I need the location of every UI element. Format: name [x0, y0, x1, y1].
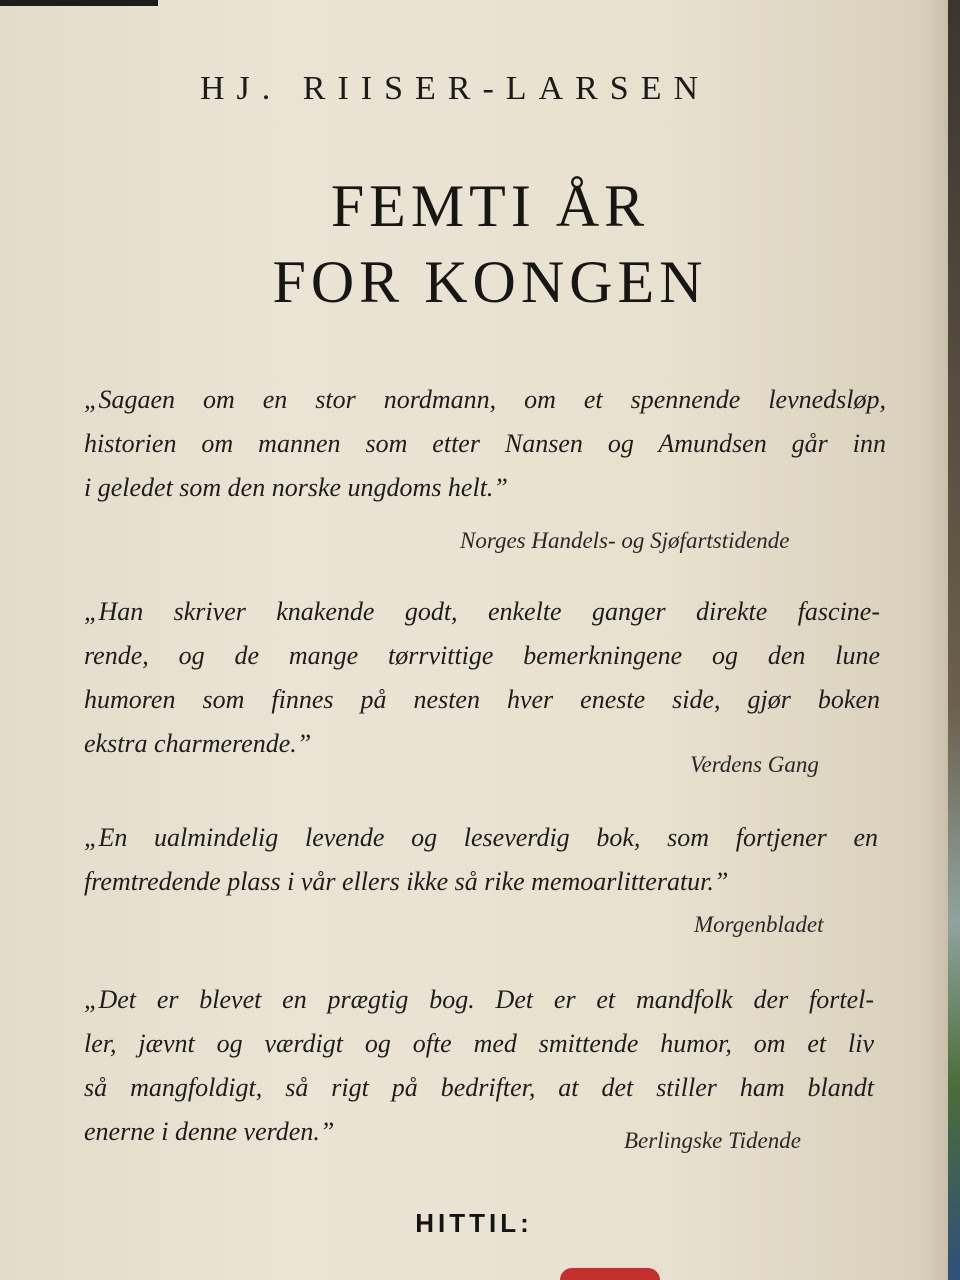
quote-line: ler, jævnt og værdigt og ofte med smittende humor, om et liv [84, 1029, 874, 1058]
adjacent-book-edge [948, 0, 960, 1280]
review-quote-1 [84, 378, 886, 510]
quote-line: „Han skriver knakende godt, enkelte ganger direkte fascine- [84, 597, 880, 626]
quote-line: historien om mannen som etter Nansen og Amundsen går inn [84, 429, 886, 458]
red-title-fragment [560, 1268, 660, 1280]
quote-line: så mangfoldigt, så rigt på bedrifter, at det stiller ham blandt [84, 1073, 874, 1102]
review-quote-3 [84, 816, 878, 904]
book-title-line-1: FEMTI ÅR [330, 173, 650, 239]
book-title-line-2: FOR KONGEN [272, 249, 708, 315]
quote-line: i geledet som den norske ungdoms helt.” [84, 473, 508, 502]
quote-line: humoren som finnes på nesten hver eneste side, gjør boken [84, 685, 880, 714]
review-source-2: Verdens Gang [690, 752, 819, 777]
review-source-3: Morgenbladet [694, 912, 824, 937]
top-rule [0, 0, 158, 6]
quote-line: „Det er blevet en prægtig bog. Det er et mandfolk der fortel- [84, 985, 874, 1014]
quote-line: enerne i denne verden.” [84, 1117, 335, 1146]
review-source-1: Norges Handels- og Sjøfartstidende [460, 528, 790, 553]
review-source-4: Berlingske Tidende [624, 1128, 801, 1153]
quote-line: fremtredende plass i vår ellers ikke så rike memoarlitteratur.” [84, 867, 729, 896]
footer-label: HITTIL: [415, 1208, 533, 1238]
review-quote-2 [84, 590, 880, 766]
quote-line: „Sagaen om en stor nordmann, om et spennende levnedsløp, [84, 385, 886, 414]
quote-line: rende, og de mange tørrvittige bemerkningene og den lune [84, 641, 880, 670]
quote-line: ekstra charmerende.” [84, 729, 312, 758]
quote-line: „En ualmindelig levende og leseverdig bok, som fortjener en [84, 823, 878, 852]
author-name: HJ. RIISER-LARSEN [200, 70, 711, 107]
